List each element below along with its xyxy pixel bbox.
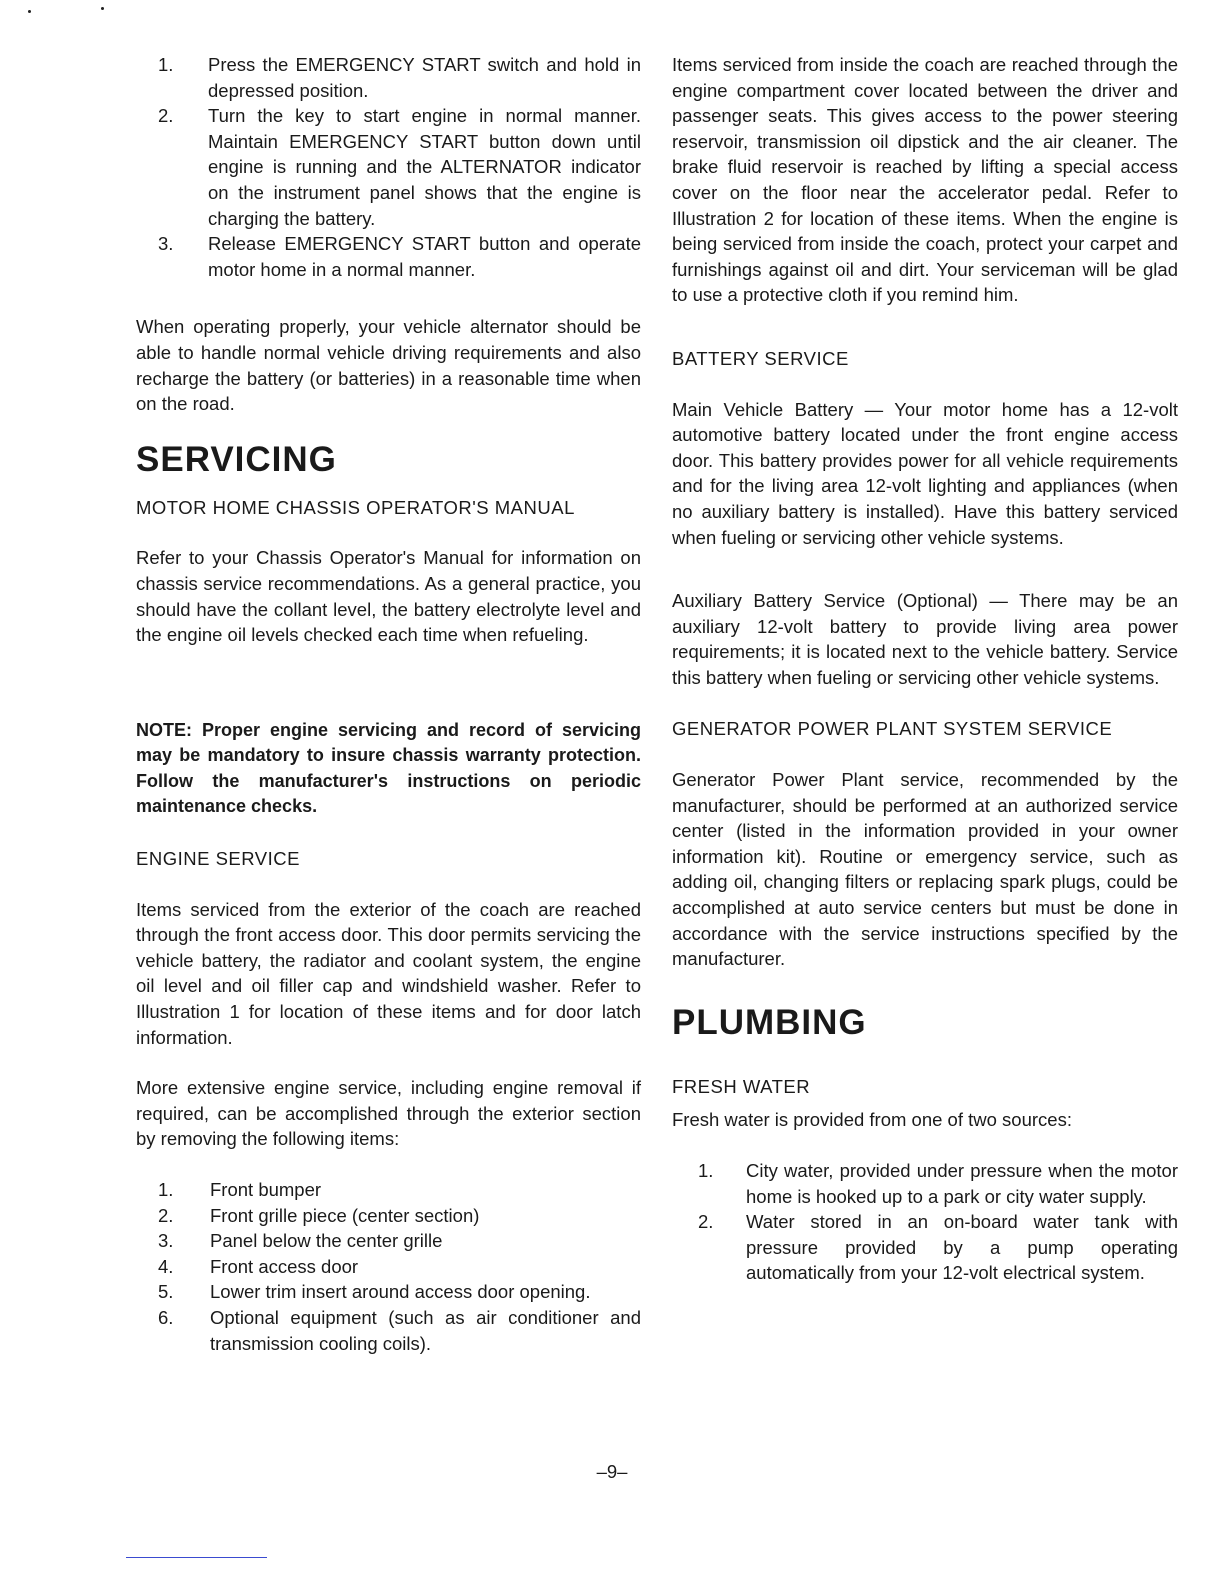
- list-item: 3. Panel below the center grille: [158, 1230, 443, 1252]
- fresh-water-paragraph: Fresh water is provided from one of two sources:: [672, 1109, 1072, 1131]
- alternator-paragraph: When operating properly, your vehicle alternator should be able to handle normal vehicle driving requirements and also recharge the battery (or batteries) in a reasonable time when on the road.: [136, 316, 641, 415]
- engine-removal-paragraph: More extensive engine service, including engine removal if required, can be accomplished through the exterior section by removing the following items:: [136, 1077, 641, 1150]
- engine-service-heading: ENGINE SERVICE: [136, 848, 300, 870]
- engine-exterior-paragraph: Items serviced from the exterior of the coach are reached through the front access door. This door permits servicing the vehicle battery, the radiator and coolant system, the engine oil level and oil filler cap and windshield washer. Refer to Illustration 1 for location of these items and for door latch information.: [136, 898, 641, 1048]
- list-item: 2. Water stored in an on-board water tank with pressure provided by a pump operating automatically from your 12-volt electrical system.: [698, 1211, 1178, 1284]
- list-item: 3. Release EMERGENCY START button and operate motor home in a normal manner.: [158, 233, 641, 280]
- main-battery-paragraph: Main Vehicle Battery — Your motor home has a 12-volt automotive battery located under the front engine access door. This battery provides power for all vehicle requirements and for the living area 12-volt lighting and appliances (when no auxiliary battery is installed). Have this battery serviced when fueling or servicing other vehicle systems.: [672, 398, 1178, 548]
- chassis-paragraph: Refer to your Chassis Operator's Manual for information on chassis service recommendations. As a general practice, you should have the collant level, the battery electrolyte level and the engine oil levels checked each time when refueling.: [136, 547, 641, 646]
- interior-service-paragraph: Items serviced from inside the coach are reached through the engine compartment cover located between the driver and passenger seats. This gives access to the power steering reservoir, transmission oil dipstick and the air cleaner. The brake fluid reservoir is reached by lifting a special access cover on the floor near the accelerator pedal. Refer to Illustration 2 for location of these items. When the engine is being serviced from inside the coach, protect your carpet and furnishings against oil and dirt. Your serviceman will be glad to use a protective cloth if you remind him.: [672, 54, 1178, 306]
- scan-speck: [28, 10, 31, 13]
- removal-items-list: [158, 1177, 641, 1356]
- fresh-water-heading: FRESH WATER: [672, 1075, 811, 1097]
- battery-service-heading: BATTERY SERVICE: [672, 347, 849, 369]
- auxiliary-battery-paragraph: Auxiliary Battery Service (Optional) — There may be an auxiliary 12-volt battery to provide living area power requirements; it is located next to the vehicle battery. Service this battery when fueling or servicing other vehicle systems.: [672, 590, 1178, 688]
- list-item: 2. Turn the key to start engine in normal manner. Maintain EMERGENCY START button down until engine is running and the ALTERNATOR indicator on the instrument panel shows that the engine is charging the battery.: [158, 105, 641, 229]
- emergency-start-steps: [158, 52, 641, 282]
- scan-speck: [101, 7, 104, 10]
- plumbing-title: PLUMBING: [672, 1002, 867, 1042]
- list-item: 1. Press the EMERGENCY START switch and hold in depressed position.: [158, 54, 641, 101]
- list-item: 2. Front grille piece (center section): [158, 1204, 480, 1226]
- list-item: 1. Front bumper: [158, 1179, 322, 1200]
- generator-paragraph: Generator Power Plant service, recommended by the manufacturer, should be performed at an authorized service center (listed in the information provided in your owner information kit). Routine or emergency service, such as adding oil, changing filters or replacing spark plugs, could be accomplished at auto service centers but must be done in accordance with the service instructions specified by the manufacturer.: [672, 769, 1178, 970]
- footer-rule: [126, 1557, 267, 1558]
- chassis-manual-heading: MOTOR HOME CHASSIS OPERATOR'S MANUAL: [136, 496, 575, 518]
- water-sources-list: [698, 1158, 1178, 1286]
- generator-service-heading: GENERATOR POWER PLANT SYSTEM SERVICE: [672, 718, 1113, 740]
- page-number: –9–: [596, 1461, 628, 1482]
- list-item: 4. Front access door: [158, 1255, 359, 1277]
- warranty-note: NOTE: Proper engine servicing and record of servicing may be mandatory to insure chassis warranty protection. Follow the manufacturer's instructions on periodic maintenance checks.: [136, 719, 641, 817]
- list-item: 1. City water, provided under pressure when the motor home is hooked up to a park or city water supply.: [698, 1160, 1178, 1207]
- list-item: 5. Lower trim insert around access door opening.: [158, 1281, 591, 1303]
- servicing-title: SERVICING: [136, 439, 337, 479]
- list-item: 6. Optional equipment (such as air conditioner and transmission cooling coils).: [158, 1306, 641, 1354]
- right-column: [672, 52, 1178, 1286]
- left-column: [136, 52, 641, 1356]
